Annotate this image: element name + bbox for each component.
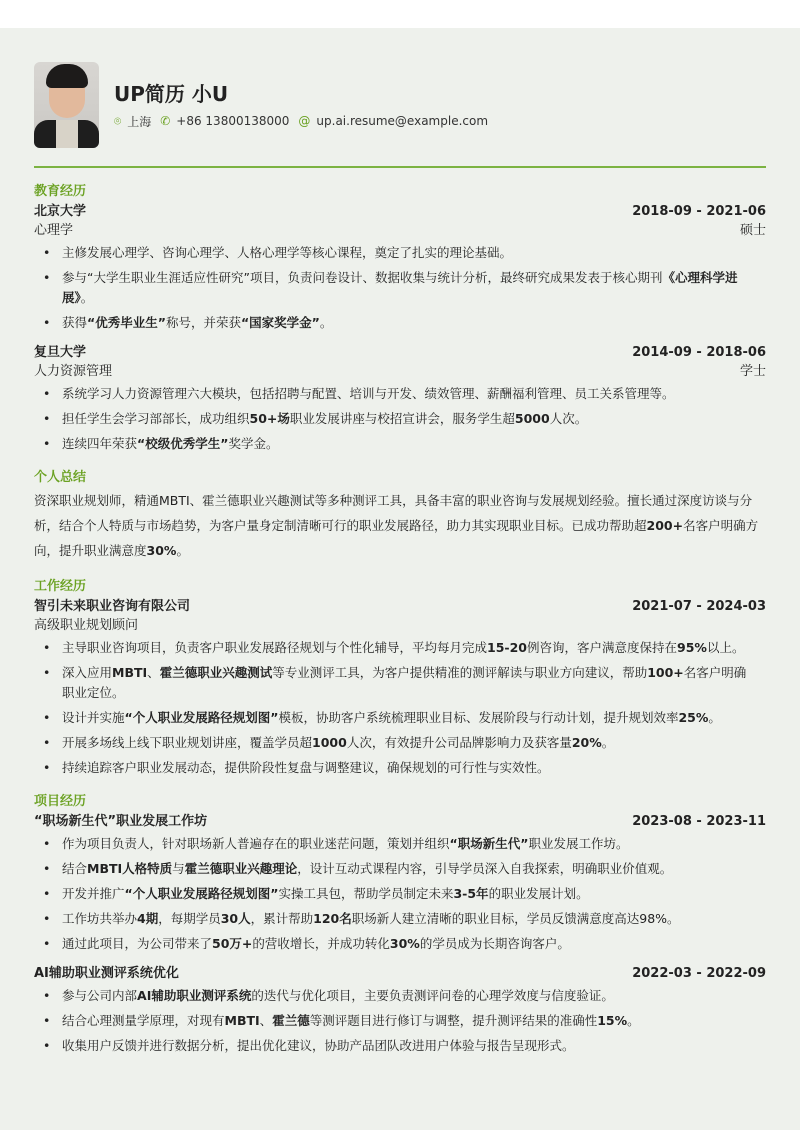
entry-header (34, 343, 766, 362)
bold-text: “个人职业发展路径规划图” (124, 886, 279, 901)
section (34, 468, 766, 563)
text-segment: 结合 (62, 861, 88, 876)
bold-text: 4期 (137, 911, 159, 926)
summary-text (34, 488, 766, 563)
text-segment: 。 (80, 290, 94, 305)
contact-info (114, 113, 497, 130)
entry-title: 智引未来职业咨询有限公司 (34, 599, 191, 614)
text-segment: 。 (319, 315, 333, 330)
location-pin-icon: ⌾ (114, 113, 122, 128)
bullet-item (34, 986, 766, 1006)
text-segment: 。 (627, 1013, 640, 1028)
text-segment: 等测评题目进行修订与调整，提升测评结果的准确性 (309, 1013, 598, 1028)
entry (34, 964, 766, 1056)
text-segment: 。 (708, 710, 721, 725)
entry-title: “职场新生代”职业发展工作坊 (34, 814, 208, 829)
candidate-name: UP简历 小U (114, 81, 229, 106)
bold-text: 3-5年 (453, 886, 489, 901)
entry-title: AI辅助职业测评系统优化 (34, 966, 179, 981)
bullet-item (34, 243, 766, 263)
text-segment: 设计并实施 (62, 710, 125, 725)
bullet-item (34, 834, 766, 854)
entry-date: 2021-07 - 2024-03 (632, 599, 766, 614)
bold-text: “职场新生代” (449, 836, 529, 851)
section-title: 个人总结 (34, 470, 87, 485)
text-segment: 持续追踪客户职业发展动态，提供阶段性复盘与调整建议，确保规划的可行性与实效性。 (62, 760, 550, 775)
entry-title: 北京大学 (34, 204, 87, 219)
bullet-item (34, 884, 766, 904)
bold-text: 20% (571, 735, 602, 750)
bullet-item (34, 909, 766, 929)
text-segment: 例咨询，客户满意度保持在 (527, 640, 678, 655)
text-segment: 系统学习人力资源管理六大模块，包括招聘与配置、培训与开发、绩效管理、薪酬福利管理、员工关系管理等。 (62, 386, 675, 401)
text-segment: 连续四年荣获 (62, 436, 138, 451)
resume-header (34, 62, 766, 148)
entry (34, 597, 766, 778)
bullet-list (34, 986, 766, 1056)
bullet-item (34, 758, 766, 778)
text-segment: ，每期学员 (158, 911, 221, 926)
entry-subheader (34, 362, 766, 381)
text-segment: 的职业发展计划。 (488, 886, 589, 901)
bullet-item (34, 268, 766, 308)
text-segment: 主导职业咨询项目，负责客户职业发展路径规划与个性化辅导，平均每月完成 (62, 640, 488, 655)
phone-icon: ✆ (160, 114, 171, 128)
entry-subheader (34, 221, 766, 240)
text-segment: 职业发展讲座与校招宣讲会，服务学生超 (289, 411, 515, 426)
entry-header (34, 812, 766, 831)
bullet-item (34, 434, 766, 454)
text-segment: 人次，有效提升公司品牌影响力及获客量 (346, 735, 572, 750)
text-segment: 人次。 (549, 411, 588, 426)
entry-title: 复旦大学 (34, 345, 87, 360)
bold-text: 《心理科学进展》 (62, 270, 738, 305)
text-segment: 开展多场线上线下职业规划讲座，覆盖学员超 (62, 735, 313, 750)
bold-text: 30人 (220, 911, 251, 926)
profile-photo (34, 62, 99, 148)
text-segment: ，累计帮助 (250, 911, 314, 926)
text-segment: 开发并推广 (62, 886, 125, 901)
entry-date: 2023-08 - 2023-11 (632, 814, 766, 829)
bullet-list (34, 834, 766, 954)
text-segment: 参与“大学生职业生涯适应性研究”项目，负责问卷设计、数据收集与统计分析，最终研究成果发表于核心期刊 (62, 270, 663, 285)
text-segment: ，设计互动式课程内容，引导学员深入自我探索，明确职业价值观。 (297, 861, 673, 876)
text-segment: 模板，协助客户系统梳理职业目标、发展阶段与行动计划，提升规划效率 (278, 710, 679, 725)
entry-date: 2022-03 - 2022-09 (632, 966, 766, 981)
bullet-list (34, 384, 766, 454)
text-segment: 称号，并荣获 (165, 315, 241, 330)
text-segment: 名客户明确职业定位。 (62, 665, 747, 700)
text-segment: 。 (601, 735, 615, 750)
bullet-item (34, 409, 766, 429)
bold-text: 霍兰德职业兴趣测试 (159, 665, 273, 680)
bold-text: 120名 (313, 911, 352, 926)
text-segment: 结合心理测量学原理，对现有 (62, 1013, 225, 1028)
bullet-item (34, 733, 766, 753)
bold-text: 15% (597, 1013, 628, 1028)
entry-degree: 学士 (739, 364, 766, 379)
bold-text: “国家奖学金” (240, 315, 320, 330)
bold-text: AI辅助职业测评系统 (137, 988, 252, 1003)
text-segment: 职场新人建立清晰的职业目标，学员反馈满意度高达98%。 (351, 911, 680, 926)
bold-text: 1000 (312, 735, 347, 750)
bold-text: 30% (146, 543, 177, 558)
entry-subtitle: 人力资源管理 (34, 364, 113, 379)
entry-date: 2018-09 - 2021-06 (632, 204, 766, 219)
entry (34, 202, 766, 333)
entry (34, 812, 766, 954)
text-segment: 工作坊共举办 (62, 911, 138, 926)
text-segment: 参与公司内部 (62, 988, 138, 1003)
bold-text: 50万+ (212, 936, 253, 951)
entry (34, 343, 766, 454)
text-segment: 。 (176, 543, 189, 558)
text-segment: 主修发展心理学、咨询心理学、人格心理学等核心课程，奠定了扎实的理论基础。 (62, 245, 513, 260)
text-segment: 的学员成为长期咨询客户。 (419, 936, 570, 951)
bullet-item (34, 384, 766, 404)
resume-page (0, 28, 800, 1130)
bold-text: 霍兰德职业兴趣理论 (184, 861, 298, 876)
text-segment: 以上。 (706, 640, 745, 655)
bold-text: “校级优秀学生” (137, 436, 229, 451)
bold-text: 霍兰德 (272, 1013, 310, 1028)
text-segment: 名客户明确方向，提升职业满意度 (34, 518, 759, 558)
entry-subtitle: 高级职业规划顾问 (34, 618, 139, 633)
bold-text: 95% (677, 640, 707, 655)
bullet-item (34, 313, 766, 333)
bullet-item (34, 1036, 766, 1056)
bold-text: MBTI (224, 1013, 260, 1028)
entry-degree: 硕士 (739, 223, 766, 238)
location-text: 上海 (127, 114, 152, 129)
bold-text: “个人职业发展路径规划图” (124, 710, 279, 725)
entry-date: 2014-09 - 2018-06 (632, 345, 766, 360)
section (34, 792, 766, 1056)
text-segment: 作为项目负责人，针对职场新人普遍存在的职业迷茫问题，策划并组织 (62, 836, 450, 851)
bullet-item (34, 638, 766, 658)
bold-text: 30% (389, 936, 420, 951)
header-divider (34, 166, 766, 168)
entry-header (34, 597, 766, 616)
bold-text: 200+ (646, 518, 684, 533)
bullet-item (34, 859, 766, 879)
text-segment: 、 (259, 1013, 273, 1028)
section-title: 教育经历 (34, 184, 87, 199)
bold-text: 15-20 (487, 640, 527, 655)
entry-subtitle: 心理学 (34, 223, 74, 238)
bold-text: “优秀毕业生” (87, 315, 166, 330)
bullet-item (34, 1011, 766, 1031)
text-segment: 获得 (62, 315, 88, 330)
text-segment: 职业发展工作坊。 (528, 836, 629, 851)
entry-header (34, 202, 766, 221)
section-title: 项目经历 (34, 794, 87, 809)
text-segment: 与 (172, 861, 185, 876)
bold-text: 50+场 (249, 411, 290, 426)
bullet-item (34, 934, 766, 954)
bullet-list (34, 243, 766, 333)
section (34, 182, 766, 454)
bullet-item (34, 663, 766, 703)
bold-text: 25% (678, 710, 709, 725)
section (34, 577, 766, 778)
text-segment: 通过此项目，为公司带来了 (62, 936, 213, 951)
entry-header (34, 964, 766, 983)
text-segment: 资深职业规划师，精通MBTI、霍兰德职业兴趣测试等多种测评工具，具备丰富的职业咨询与发展规划经验。擅长通过深度访谈与分析，结合个人特质与市场趋势，为客户量身定制清晰可行的职业发展路径，助力其实现职业目标。已成功帮助超 (34, 493, 753, 533)
text-segment: 奖学金。 (228, 436, 279, 451)
email-text: up.ai.resume@example.com (316, 114, 489, 128)
text-segment: 的迭代与优化项目，主要负责测评问卷的心理学效度与信度验证。 (251, 988, 614, 1003)
text-segment: 实操工具包，帮助学员制定未来 (278, 886, 454, 901)
bullet-item (34, 708, 766, 728)
entry-subheader (34, 616, 766, 635)
phone-text: +86 13800138000 (176, 114, 290, 128)
text-segment: 、 (147, 665, 160, 680)
text-segment: 等专业测评工具，为客户提供精准的测评解读与职业方向建议，帮助 (272, 665, 648, 680)
bullet-list (34, 638, 766, 778)
text-segment: 收集用户反馈并进行数据分析，提出优化建议，协助产品团队改进用户体验与报告呈现形式。 (62, 1038, 575, 1053)
text-segment: 的营收增长，并成功转化 (252, 936, 390, 951)
bold-text: 5000 (514, 411, 550, 426)
text-segment: 深入应用 (62, 665, 113, 680)
bold-text: MBTI人格特质 (87, 861, 173, 876)
text-segment: 担任学生会学习部部长，成功组织 (62, 411, 250, 426)
section-title: 工作经历 (34, 579, 87, 594)
bold-text: MBTI (112, 665, 148, 680)
bold-text: 100+ (647, 665, 684, 680)
email-at-icon: @ (298, 114, 311, 128)
